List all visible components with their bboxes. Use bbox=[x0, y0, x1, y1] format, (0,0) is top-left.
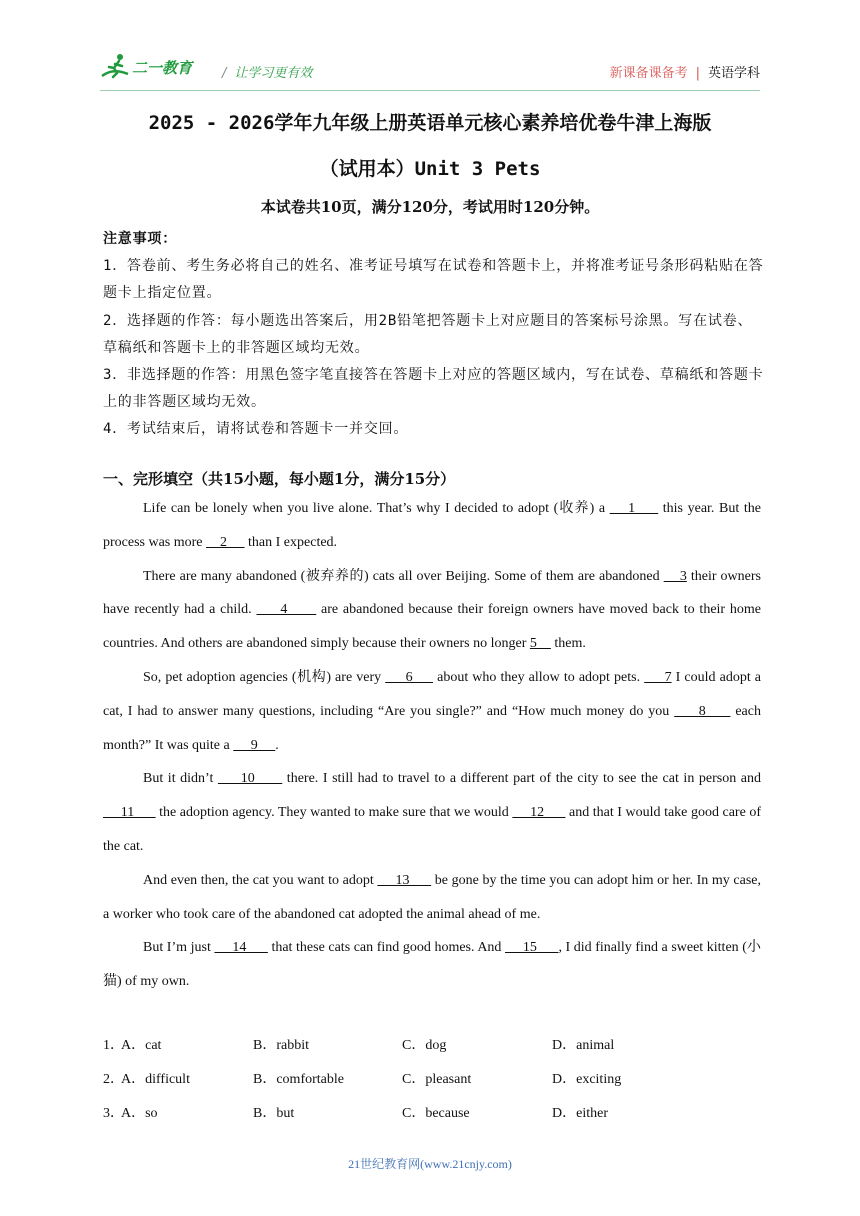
passage-text: Life can be lonely when you live alone. That’s why I decided to adopt (收养) a bbox=[143, 501, 610, 516]
notice-block bbox=[103, 226, 764, 444]
section-title: 一、完形填空（共15小题，每小题1分，满分15分） bbox=[103, 470, 456, 488]
passage-text: But it didn’t bbox=[143, 771, 218, 787]
passage-paragraph bbox=[103, 560, 761, 661]
header-right bbox=[610, 62, 760, 81]
passage-text: So, pet adoption agencies (机构) are very bbox=[143, 669, 386, 685]
page-header bbox=[100, 52, 760, 92]
passage-text: the adoption agency. They wanted to make sure that we would bbox=[155, 805, 513, 821]
passage-text: And even then, the cat you want to adopt bbox=[143, 872, 378, 888]
notice-item: 4．考试结束后，请将试卷和答题卡一并交回。 bbox=[103, 421, 409, 438]
answer-blank: 10 bbox=[217, 771, 283, 787]
passage-text: I could adopt a cat, I had to answer many questions, including “Are you single?” and “How much money do you bbox=[103, 669, 762, 719]
logo-text: 二一教育 bbox=[132, 58, 193, 77]
options-list bbox=[103, 1034, 723, 1136]
option-a: A．so bbox=[121, 1106, 158, 1121]
slogan-slash: / bbox=[222, 66, 227, 81]
passage-text: about who they allow to adopt pets. bbox=[433, 669, 645, 685]
answer-blank: 3 bbox=[663, 568, 687, 584]
runner-logo-icon bbox=[100, 52, 130, 82]
page-title: 2025 - 2026学年九年级上册英语单元核心素养培优卷牛津上海版 bbox=[148, 112, 712, 134]
slogan bbox=[222, 62, 312, 81]
passage-text: . bbox=[275, 737, 279, 753]
option-row bbox=[103, 1102, 723, 1136]
passage-text: are abandoned because their foreign owners have moved back to their home countries. And others are abandoned simply because their owners no longer bbox=[103, 602, 761, 652]
page-title-line2: （试用本）Unit 3 Pets bbox=[319, 158, 541, 180]
passage-text: , I did finally find a sweet kitten (小猫) of my own. bbox=[103, 940, 761, 990]
answer-blank: 4 bbox=[256, 602, 317, 618]
answer-blank: 1 bbox=[609, 501, 659, 516]
option-d: D．animal bbox=[552, 1038, 615, 1053]
header-tag: 新课备课备考 bbox=[609, 66, 688, 81]
option-row bbox=[103, 1068, 723, 1102]
passage-paragraph bbox=[103, 661, 761, 762]
header-divider bbox=[100, 90, 760, 91]
answer-blank: 6 bbox=[385, 669, 434, 685]
answer-blank: 7 bbox=[644, 669, 672, 685]
question-number: 2． bbox=[103, 1072, 124, 1087]
slogan-text: 让学习更有效 bbox=[234, 66, 313, 81]
passage-paragraph bbox=[103, 762, 761, 863]
passage-text: there. I still had to travel to a different part of the city to see the cat in person and bbox=[282, 771, 761, 787]
passage-text: them. bbox=[550, 636, 586, 652]
answer-blank: 15 bbox=[505, 940, 559, 956]
answer-blank: 9 bbox=[233, 737, 276, 753]
option-b: B．but bbox=[253, 1106, 295, 1121]
passage-text: that these cats can find good homes. And bbox=[267, 940, 506, 956]
passage-text: their owners have recently had a child. bbox=[103, 568, 761, 618]
exam-info: 本试卷共10页，满分120分，考试用时120分钟。 bbox=[260, 198, 600, 216]
answer-blank: 8 bbox=[674, 703, 731, 719]
option-a: A．cat bbox=[121, 1038, 162, 1053]
notice-item: 2．选择题的作答：每小题选出答案后，用2B铅笔把答题卡上对应题目的答案标号涂黑。写在试卷、草稿纸和答题卡上的非答题区域均无效。 bbox=[103, 312, 753, 356]
answer-blank: 2 bbox=[206, 534, 245, 550]
passage-text: than I expected. bbox=[244, 534, 338, 550]
notice-item: 3．非选择题的作答：用黑色签字笔直接答在答题卡上对应的答题区域内，写在试卷、草稿纸和答题卡上的非答题区域均无效。 bbox=[103, 367, 764, 411]
header-subject: 英语学科 bbox=[707, 66, 760, 81]
option-c: C．pleasant bbox=[402, 1072, 472, 1087]
logo bbox=[100, 52, 192, 82]
answer-blank: 13 bbox=[377, 872, 432, 888]
answer-blank: 14 bbox=[214, 940, 268, 956]
passage-text: each month?” It was quite a bbox=[103, 703, 761, 753]
cloze-passage bbox=[103, 492, 761, 999]
option-row bbox=[103, 1034, 723, 1068]
question-number: 3． bbox=[103, 1106, 124, 1121]
question-number: 1． bbox=[103, 1038, 124, 1053]
passage-text: be gone by the time you can adopt him or her. In my case, a worker who took care of the abandoned cat adopted the animal ahead of me. bbox=[103, 872, 761, 922]
option-c: C．dog bbox=[402, 1038, 447, 1053]
passage-text: There are many abandoned (被弃养的) cats all over Beijing. Some of them are abandoned bbox=[143, 568, 664, 584]
option-b: B．rabbit bbox=[253, 1038, 309, 1053]
notice-heading: 注意事项： bbox=[103, 231, 177, 247]
passage-text: But I’m just bbox=[143, 940, 215, 956]
passage-text: this year. But the process was more bbox=[103, 501, 761, 550]
passage-paragraph bbox=[103, 931, 761, 999]
answer-blank: 12 bbox=[512, 805, 566, 821]
option-a: A．difficult bbox=[121, 1072, 190, 1087]
option-d: D．exciting bbox=[552, 1072, 622, 1087]
answer-blank: 11 bbox=[103, 805, 156, 821]
footer-source: 21世纪教育网(www.21cnjy.com) bbox=[348, 1157, 512, 1171]
option-c: C．because bbox=[402, 1106, 470, 1121]
notice-item: 1．答卷前、考生务必将自己的姓名、准考证号填写在试卷和答题卡上，并将准考证号条形码粘贴在答题卡上指定位置。 bbox=[103, 258, 764, 302]
passage-paragraph bbox=[103, 492, 761, 560]
option-d: D．either bbox=[552, 1106, 608, 1121]
passage-paragraph bbox=[103, 864, 761, 932]
passage-text: and that I would take good care of the cat. bbox=[103, 805, 762, 854]
header-separator: | bbox=[695, 66, 700, 81]
answer-blank: 5 bbox=[529, 636, 551, 652]
option-b: B．comfortable bbox=[253, 1072, 344, 1087]
